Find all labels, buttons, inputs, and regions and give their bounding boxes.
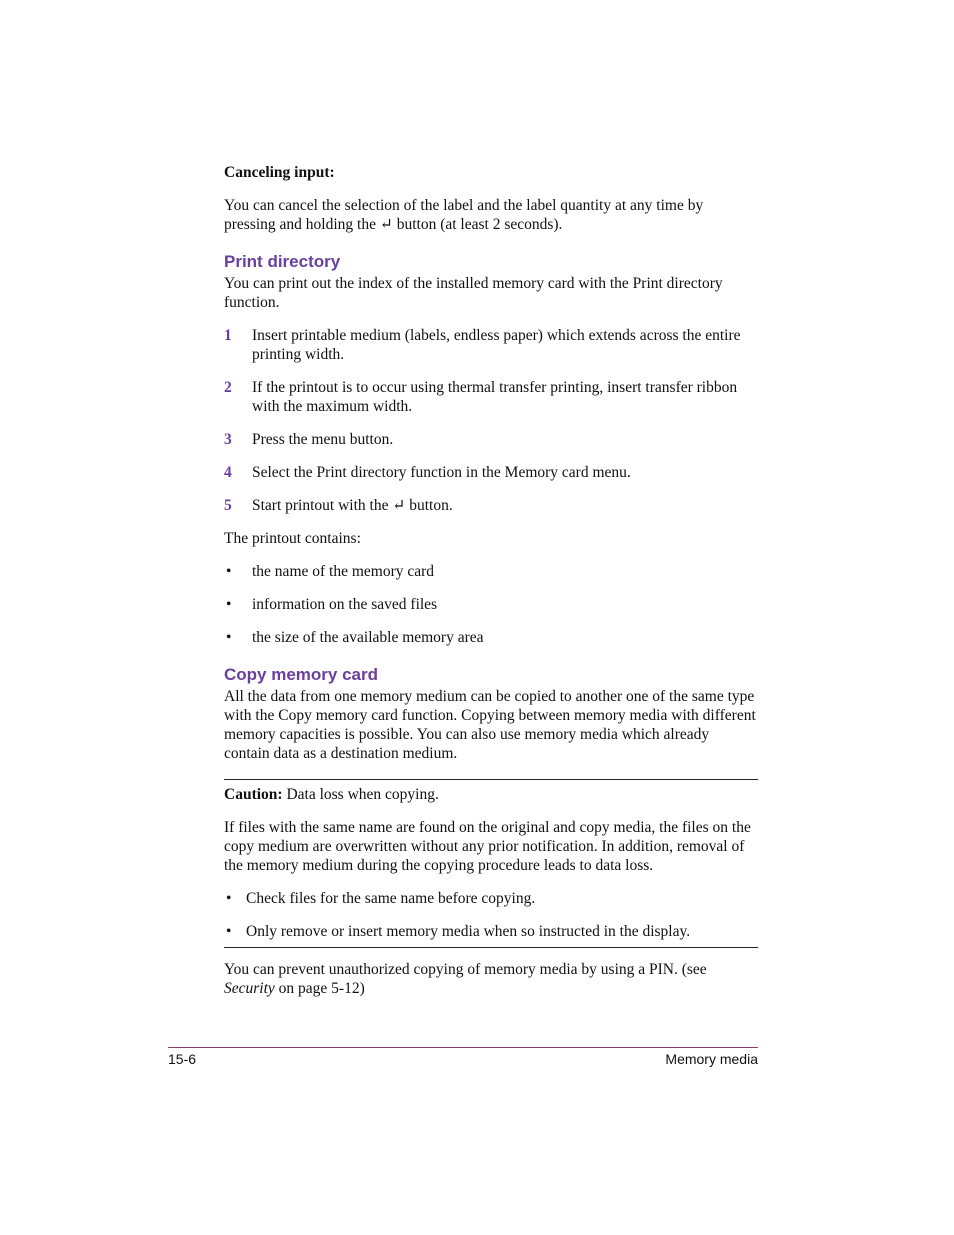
step-item [224,463,758,482]
printout-contents-list [224,562,758,647]
list-item [224,628,758,647]
caution-box [224,779,758,948]
bullet-icon: • [226,563,232,580]
step-number: 2 [224,379,232,396]
print-directory-intro: You can print out the index of the installed memory card with the Print directory function. [224,275,723,311]
section-title: Memory media [665,1051,758,1067]
list-item [224,922,758,941]
page-number: 15-6 [168,1051,197,1067]
caution-list [224,889,758,941]
step-text: If the printout is to occur using thermal transfer printing, insert transfer ribbon with the maximum width. [252,379,738,415]
step-text: Press the menu button. [252,431,394,448]
print-directory-heading: Print directory [224,252,341,271]
list-item-text: Only remove or insert memory media when so instructed in the display. [246,923,691,940]
caution-line [224,785,758,804]
step-text: Select the Print directory function in the Memory card menu. [252,464,631,481]
bullet-icon: • [226,923,232,940]
copy-memory-card-heading: Copy memory card [224,665,378,684]
pin-note [224,960,758,998]
print-directory-steps [224,326,758,515]
list-item-text: the name of the memory card [252,563,435,580]
list-item [224,595,758,614]
caution-text: Data loss when copying. [282,786,439,803]
bullet-icon: • [226,596,232,613]
list-item [224,889,758,908]
step-item [224,430,758,449]
step-number: 1 [224,327,232,344]
step-number: 5 [224,497,232,514]
list-item-text: information on the saved files [252,596,438,613]
printout-contains-label: The printout contains: [224,530,361,547]
pin-text-before: You can prevent unauthorized copying of memory media by using a PIN. (see [224,961,707,978]
step-number: 4 [224,464,232,481]
security-link[interactable]: Security [224,980,275,997]
step-item [224,378,758,416]
caution-label: Caution: [224,786,283,803]
copy-memory-card-intro: All the data from one memory medium can be copied to another one of the same type with the Copy memory card function. Copying between memory media with different memory capacities is possible. You can also use memory media which already contain data as a destination medium. [224,688,756,762]
canceling-heading: Canceling input: [224,164,335,181]
list-item [224,562,758,581]
list-item-text: Check files for the same name before copying. [246,890,536,907]
canceling-text: You can cancel the selection of the label and the label quantity at any time by pressing and holding the ↵ button (at least 2 seconds). [224,197,704,233]
caution-detail: If files with the same name are found on the original and copy media, the files on the copy medium are overwritten without any prior notification. In addition, removal of the memory medium during the copying procedure leads to data loss. [224,819,751,874]
pin-text-after: on page 5-12) [274,980,365,997]
bullet-icon: • [226,890,232,907]
step-text: Insert printable medium (labels, endless paper) which extends across the entire printing width. [252,327,741,363]
step-text: Start printout with the ↵ button. [252,497,453,514]
bullet-icon: • [226,629,232,646]
step-number: 3 [224,431,232,448]
page-content [224,163,758,998]
step-item [224,496,758,515]
list-item-text: the size of the available memory area [252,629,484,646]
footer-divider [168,1047,758,1048]
step-item [224,326,758,364]
